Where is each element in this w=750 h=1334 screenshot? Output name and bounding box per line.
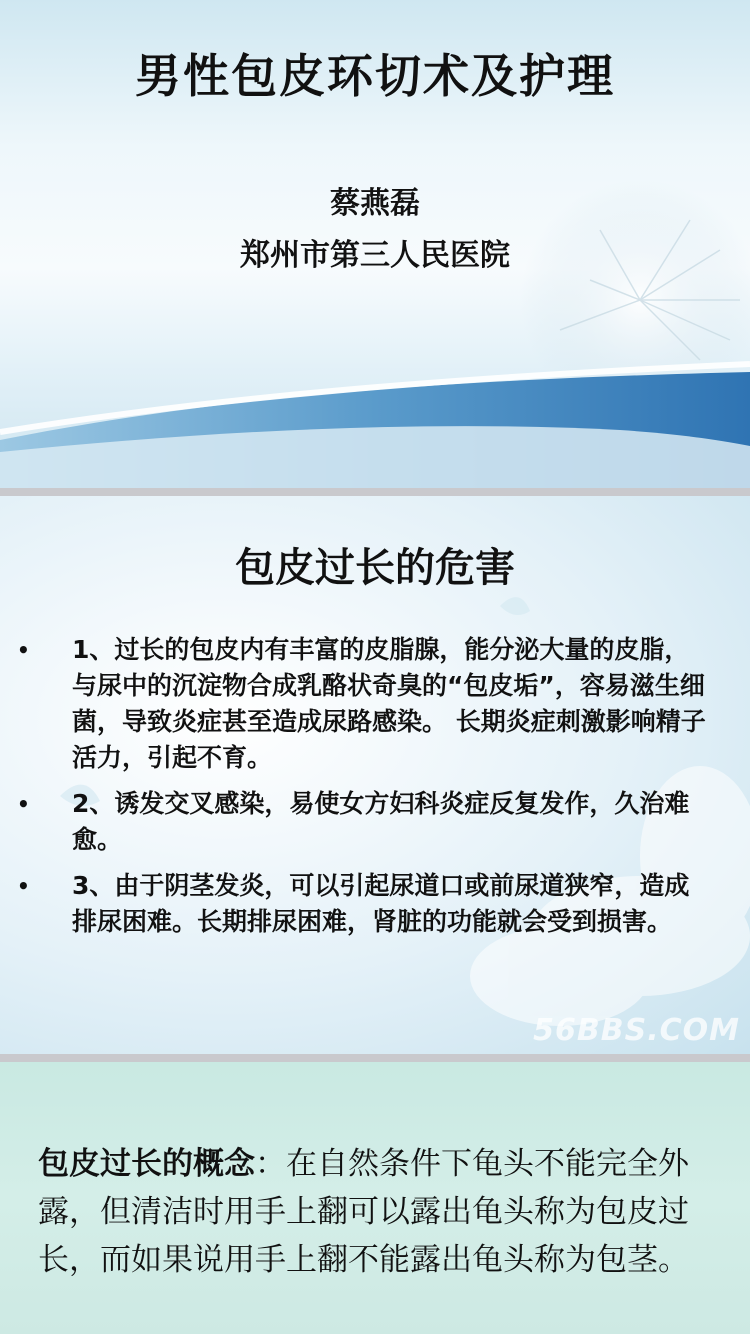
list-item bbox=[0, 786, 750, 858]
item-number: 1、 bbox=[72, 635, 115, 664]
item-text: 过长的包皮内有丰富的皮脂腺，能分泌大量的皮脂，与尿中的沉淀物合成乳酪状奇臭的“包皮垢”，容易滋生细菌，导致炎症甚至造成尿路感染。 长期炎症刺激影响精子活力，引起不育。 bbox=[72, 635, 706, 772]
slide-divider bbox=[0, 1054, 750, 1062]
term-separator: ： bbox=[255, 1146, 286, 1182]
risks-slide bbox=[0, 496, 750, 1054]
definition-term: 包皮过长的概念 bbox=[38, 1146, 255, 1182]
definition-slide bbox=[0, 1062, 750, 1334]
list-item bbox=[0, 632, 750, 776]
item-number: 2、 bbox=[72, 789, 115, 818]
risk-list bbox=[0, 632, 750, 950]
watermark: 56BBS.COM bbox=[533, 1013, 740, 1048]
slide-divider bbox=[0, 488, 750, 496]
author-name: 蔡燕磊 bbox=[330, 186, 420, 221]
definition-text: 在自然条件下龟头不能完全外露，但清洁时用手上翻可以露出龟头称为包皮过长，而如果说用手上翻不能露出龟头称为包茎。 bbox=[38, 1146, 689, 1278]
definition-paragraph bbox=[38, 1140, 718, 1284]
affiliation: 郑州市第三人民医院 bbox=[240, 238, 510, 273]
bullet-icon: • bbox=[17, 874, 30, 898]
section-title: 包皮过长的危害 bbox=[235, 545, 515, 591]
item-text: 由于阴茎发炎，可以引起尿道口或前尿道狭窄，造成排尿困难。长期排尿困难，肾脏的功能就会受到损害。 bbox=[72, 871, 690, 936]
item-text: 诱发交叉感染，易使女方妇科炎症反复发作，久治难愈。 bbox=[72, 789, 690, 854]
title-slide bbox=[0, 0, 750, 488]
item-number: 3、 bbox=[72, 871, 115, 900]
bullet-icon: • bbox=[17, 792, 30, 816]
bullet-icon: • bbox=[17, 638, 30, 662]
list-item bbox=[0, 868, 750, 940]
presentation-title: 男性包皮环切术及护理 bbox=[135, 49, 615, 103]
